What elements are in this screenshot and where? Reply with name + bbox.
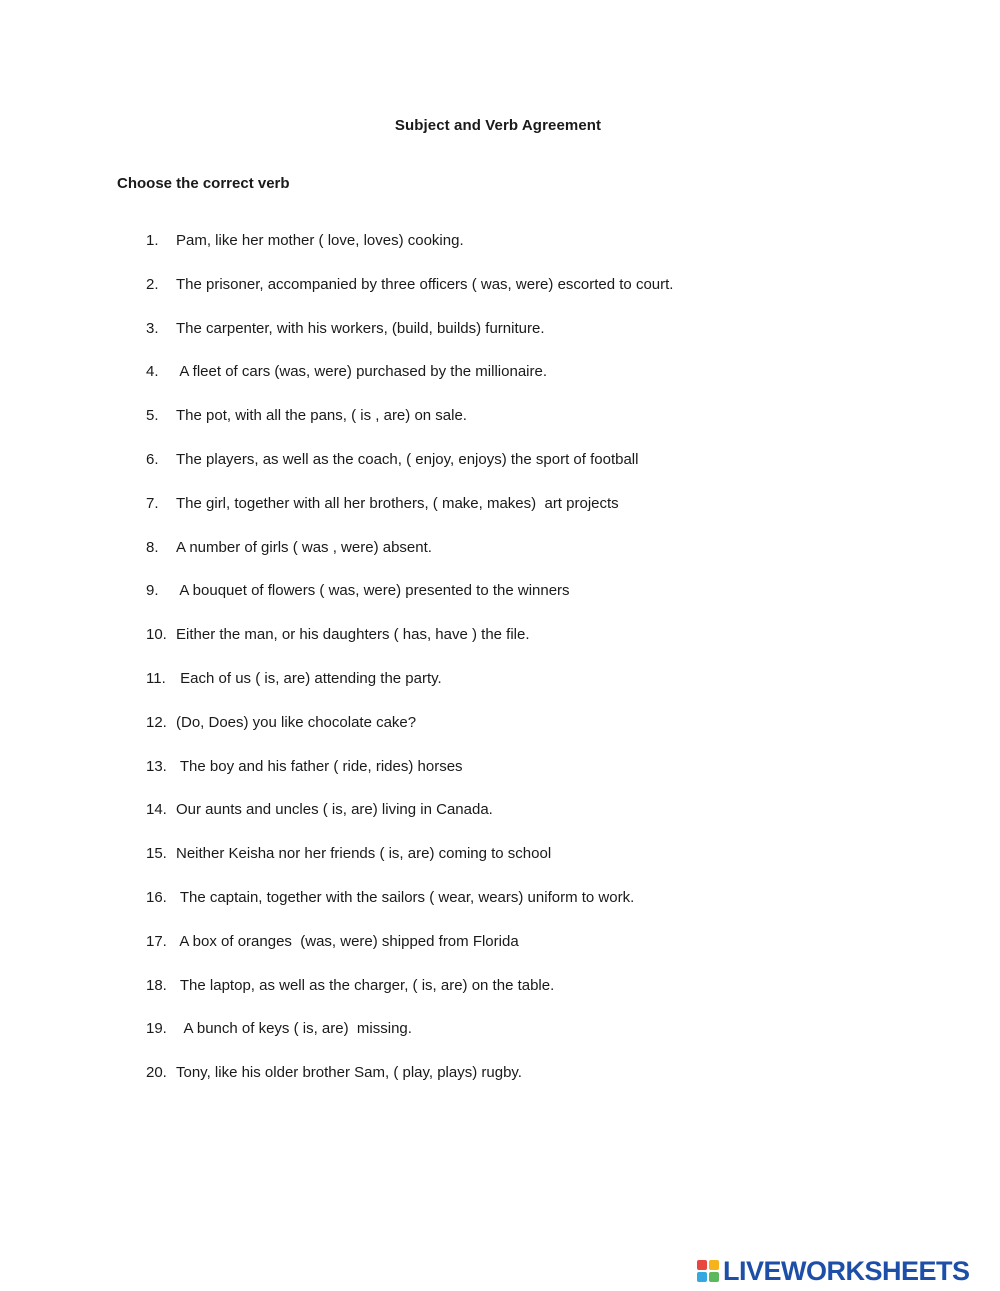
liveworksheets-logo[interactable] xyxy=(697,1257,970,1285)
question-item xyxy=(146,756,673,800)
question-text: A bouquet of flowers ( was, were) presented to the winners xyxy=(176,582,570,600)
question-number: 20. xyxy=(146,1064,167,1082)
question-text: The players, as well as the coach, ( enjoy, enjoys) the sport of football xyxy=(176,450,639,468)
question-item xyxy=(146,712,673,756)
question-item xyxy=(146,493,673,537)
question-item xyxy=(146,1062,673,1106)
question-number: 1. xyxy=(146,232,159,249)
question-number: 5. xyxy=(146,407,159,425)
question-item xyxy=(146,449,673,493)
question-number: 8. xyxy=(146,538,159,556)
liveworksheets-blocks-icon xyxy=(697,1260,719,1282)
question-item xyxy=(146,799,673,843)
question-number: 15. xyxy=(146,845,167,863)
question-item xyxy=(146,1018,673,1062)
question-text: A number of girls ( was , were) absent. xyxy=(176,538,432,556)
question-number: 10. xyxy=(146,626,167,644)
question-item xyxy=(146,975,673,1019)
question-text: The laptop, as well as the charger, ( is, are) on the table. xyxy=(176,976,555,994)
question-item xyxy=(146,361,673,405)
question-number: 13. xyxy=(146,757,167,775)
logo-block-2 xyxy=(709,1260,719,1270)
logo-block-4 xyxy=(709,1272,719,1282)
question-text: Pam, like her mother ( love, loves) cooking. xyxy=(176,232,464,249)
instruction-text: Choose the correct verb xyxy=(117,175,290,192)
question-item xyxy=(146,668,673,712)
question-number: 16. xyxy=(146,888,167,906)
question-number: 2. xyxy=(146,275,159,293)
question-number: 17. xyxy=(146,932,167,950)
question-text: (Do, Does) you like chocolate cake? xyxy=(176,713,417,731)
question-number: 11. xyxy=(146,669,166,687)
question-text: Either the man, or his daughters ( has, have ) the file. xyxy=(176,626,530,644)
question-item xyxy=(146,405,673,449)
question-item xyxy=(146,537,673,581)
question-number: 7. xyxy=(146,494,159,512)
worksheet-title: Subject and Verb Agreement xyxy=(394,117,602,134)
question-text: The carpenter, with his workers, (build, builds) furniture. xyxy=(176,319,545,337)
question-text: The girl, together with all her brothers, ( make, makes) art projects xyxy=(176,494,619,512)
logo-block-1 xyxy=(697,1260,707,1270)
question-text: The boy and his father ( ride, rides) horses xyxy=(176,757,463,775)
question-text: The prisoner, accompanied by three officers ( was, were) escorted to court. xyxy=(176,275,674,293)
question-text: A bunch of keys ( is, are) missing. xyxy=(176,1020,412,1038)
question-text: The pot, with all the pans, ( is , are) on sale. xyxy=(176,407,467,425)
question-item xyxy=(146,274,673,318)
question-text: Our aunts and uncles ( is, are) living in Canada. xyxy=(176,801,493,819)
question-item xyxy=(146,843,673,887)
logo-text: LIVEWORKSHEETS xyxy=(723,1256,970,1286)
question-item xyxy=(146,580,673,624)
question-number: 9. xyxy=(146,582,159,600)
question-number: 18. xyxy=(146,976,167,994)
question-number: 6. xyxy=(146,450,159,468)
question-item xyxy=(146,318,673,362)
question-list xyxy=(146,230,673,1106)
question-item xyxy=(146,230,673,274)
question-item xyxy=(146,931,673,975)
question-number: 4. xyxy=(146,363,159,381)
question-item xyxy=(146,887,673,931)
question-text: A box of oranges (was, were) shipped from Florida xyxy=(176,932,519,950)
question-text: The captain, together with the sailors ( wear, wears) uniform to work. xyxy=(176,888,635,906)
question-number: 14. xyxy=(146,801,167,819)
logo-block-3 xyxy=(697,1272,707,1282)
question-text: Tony, like his older brother Sam, ( play, plays) rugby. xyxy=(176,1064,522,1082)
question-text: Neither Keisha nor her friends ( is, are) coming to school xyxy=(176,845,552,863)
question-text: Each of us ( is, are) attending the party. xyxy=(176,669,442,687)
question-item xyxy=(146,624,673,668)
question-number: 12. xyxy=(146,713,167,731)
question-text: A fleet of cars (was, were) purchased by the millionaire. xyxy=(176,363,548,381)
question-number: 3. xyxy=(146,319,159,337)
question-number: 19. xyxy=(146,1020,167,1038)
